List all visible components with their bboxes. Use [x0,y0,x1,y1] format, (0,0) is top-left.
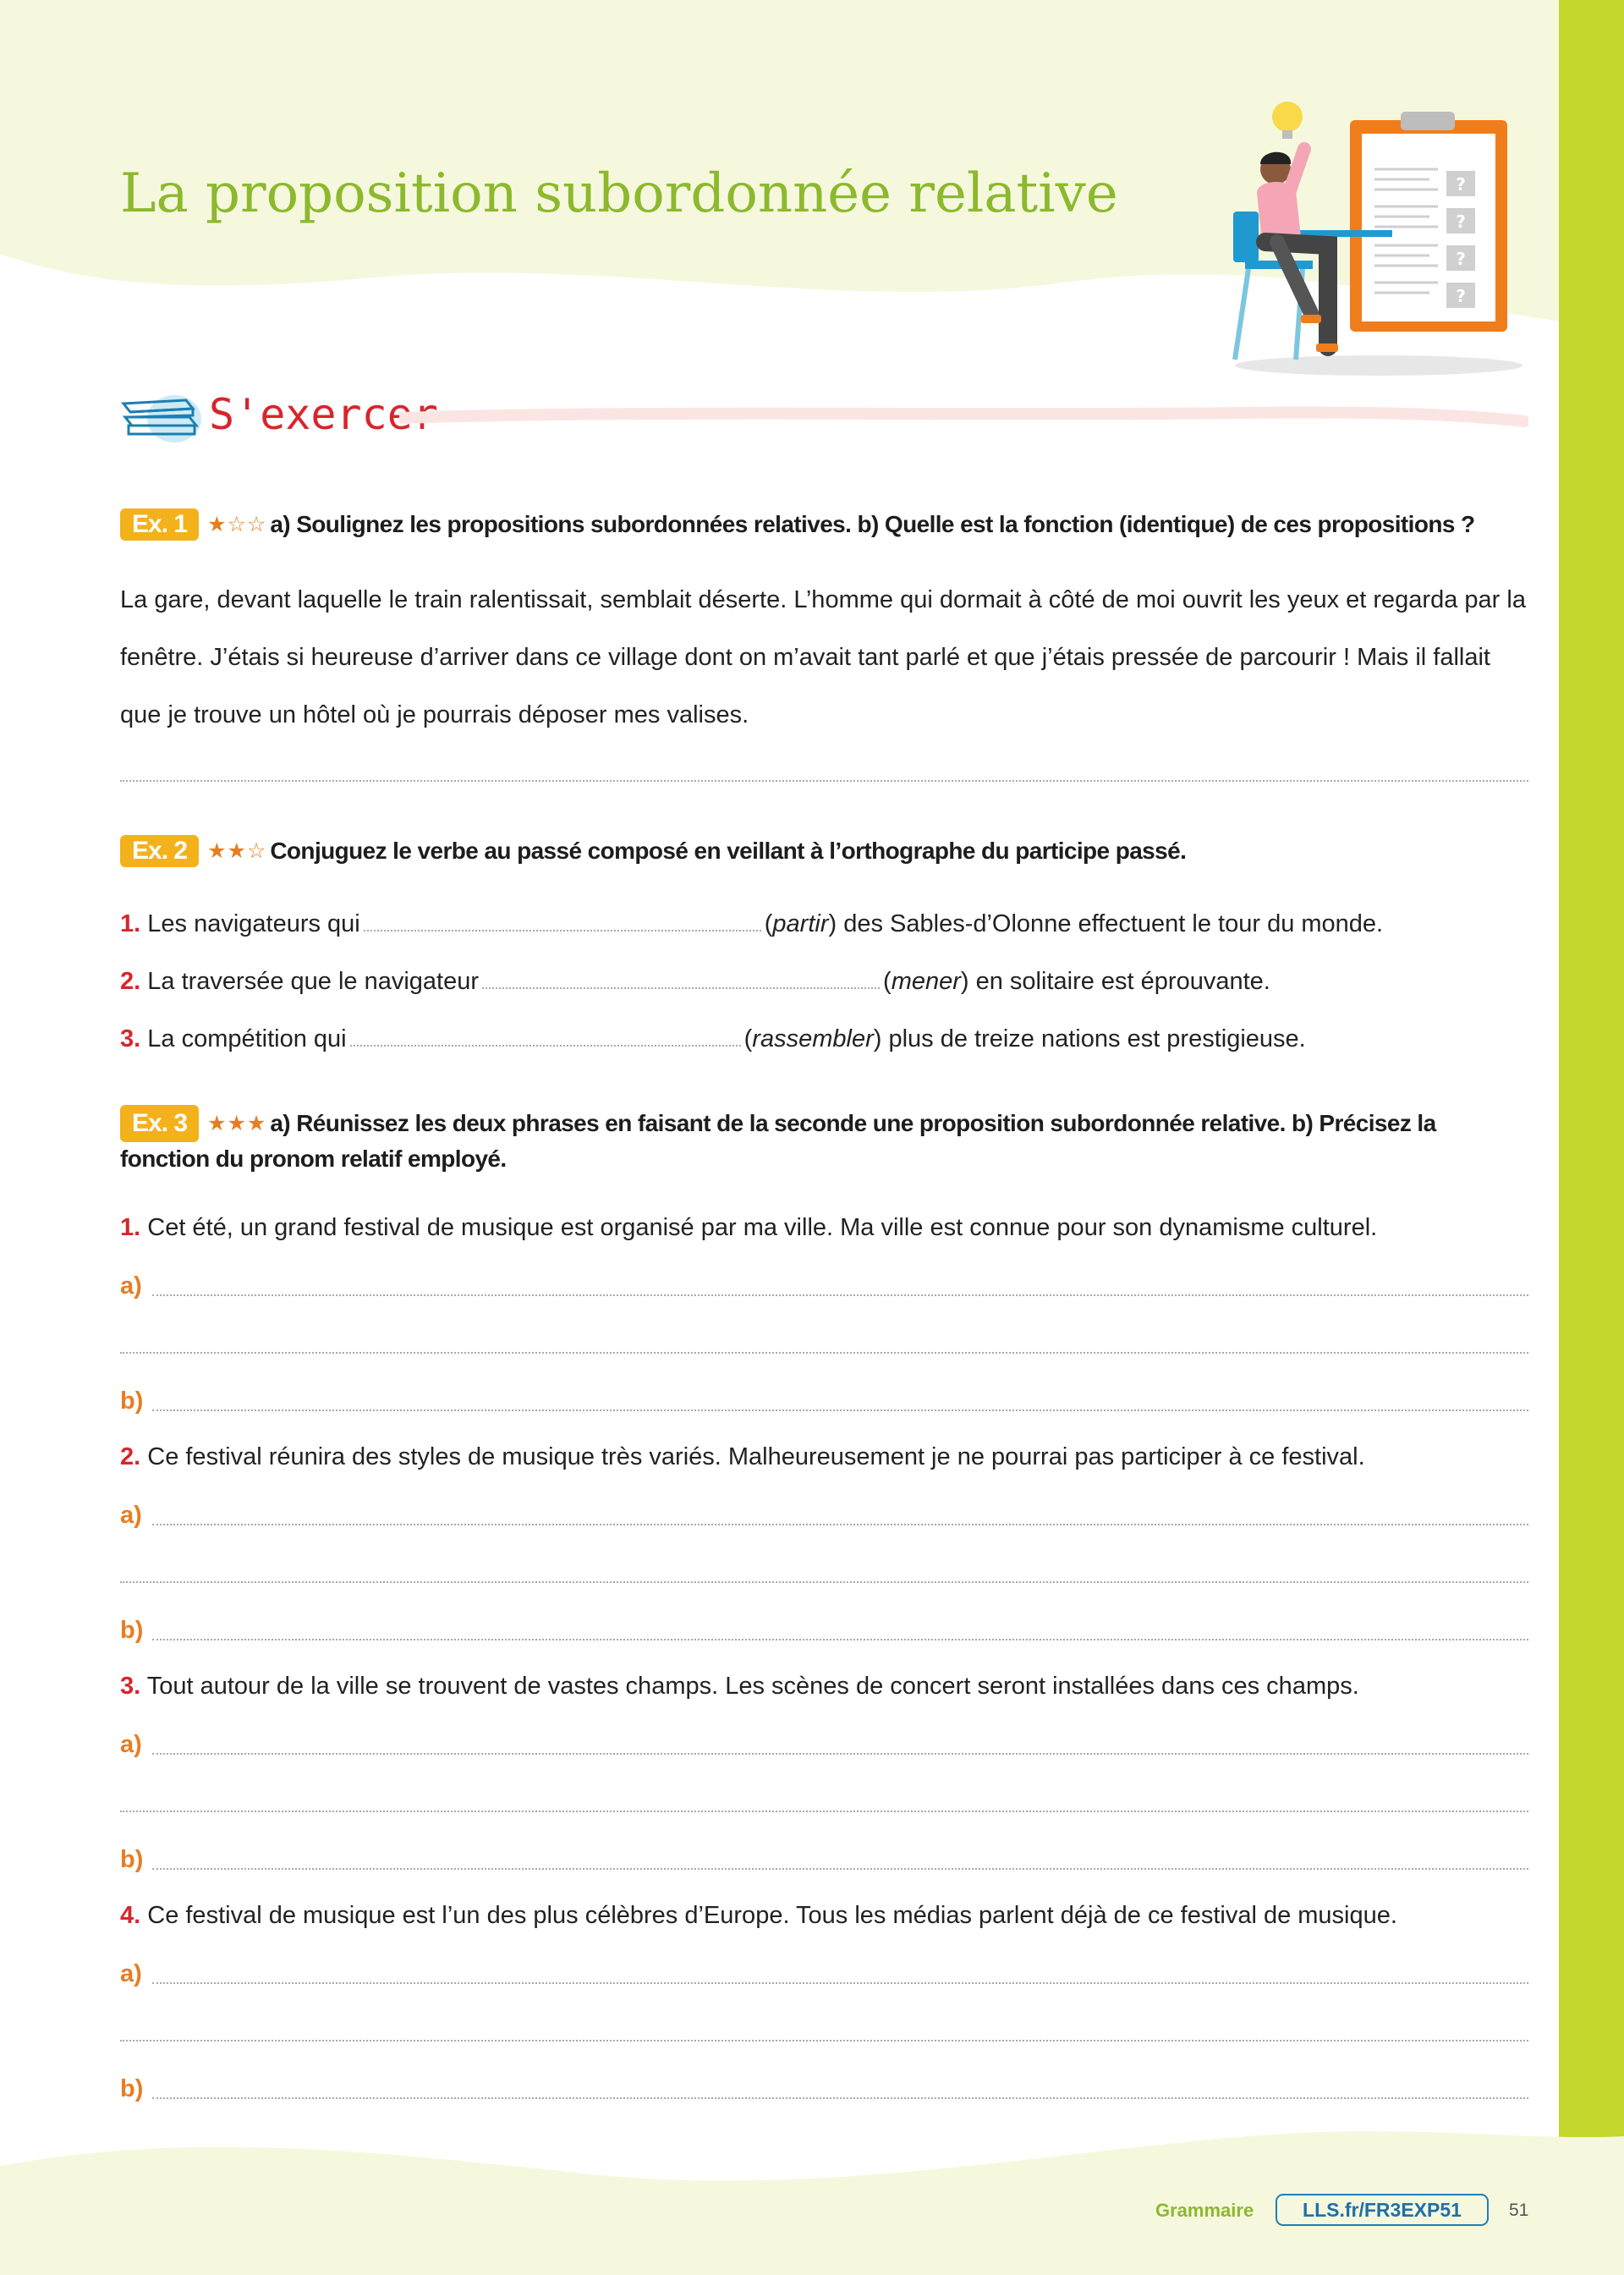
answer-line[interactable] [152,1524,1528,1525]
answer-blank[interactable] [482,986,880,989]
footer-resource-link[interactable]: LLS.fr/FR3EXP51 [1276,2194,1489,2226]
exercise-1-header [120,508,1528,541]
svg-text:?: ? [1456,174,1466,195]
section-underline-stroke [399,406,1528,431]
exercise-instruction: Conjuguez le verbe au passé composé en veillant à l’orthographe du participe passé. [270,838,1187,864]
exercise-3-header [120,1105,1528,1176]
difficulty-stars-icon: ★★☆ [207,839,267,863]
answer-line[interactable] [120,1581,1528,1583]
exercise-badge: Ex. 1 [120,508,199,541]
exercise-2-item: 1. Les navigateurs qui (partir) des Sables-d’Olonne effectuent le tour du monde. [120,910,1384,937]
answer-label-a: a) [120,1960,142,1987]
answer-line[interactable] [152,1753,1528,1755]
exercise-2-item: 2. La traversée que le navigateur (mener) en solitaire est éprouvante. [120,968,1270,995]
exercise-2-header [120,835,1528,867]
answer-line[interactable] [152,1410,1528,1411]
exercise-1-text: La gare, devant laquelle le train ralentissait, semblait déserte. L’homme qui dormait à côté de moi ouvrit les yeux et regarda par la fenêtre. J’étais si heureuse d’arriver dans ce village dont on m’avait tant parlé et que j’étais pressée de parcourir ! Mais il fallait que je trouve un hôtel où je pourrais déposer mes valises. [120,586,1526,728]
answer-label-b: b) [120,1846,144,1873]
right-margin-band [1559,0,1624,2149]
page-number: 51 [1509,2201,1529,2220]
exercise-badge: Ex. 3 [120,1105,199,1142]
exercise-2-item: 3. La compétition qui (rassembler) plus de treize nations est prestigieuse. [120,1025,1306,1052]
section-header [120,376,1528,444]
answer-label-a: a) [120,1502,142,1529]
answer-line[interactable] [152,1294,1528,1296]
student-checklist-illustration [1201,93,1531,381]
exercise-badge: Ex. 2 [120,835,199,867]
footer-subject: Grammaire [1155,2200,1254,2221]
answer-line[interactable] [152,1982,1528,1984]
answer-line[interactable] [152,1639,1528,1640]
answer-label-a: a) [120,1272,142,1300]
svg-text:?: ? [1456,249,1466,269]
answer-line[interactable] [120,1811,1528,1812]
answer-label-b: b) [120,1388,144,1415]
answer-blank[interactable] [364,929,761,931]
answer-line[interactable] [152,1868,1528,1870]
answer-line[interactable] [120,1352,1528,1354]
exercise-instruction: a) Soulignez les propositions subordonnées relatives. b) Quelle est la fonction (identique) de ces propositions ? [270,511,1475,537]
answer-label-b: b) [120,2075,144,2102]
svg-text:?: ? [1456,212,1466,232]
answer-line[interactable] [120,780,1528,782]
answer-label-a: a) [120,1731,142,1758]
difficulty-stars-icon: ★★★ [207,1112,267,1135]
answer-blank[interactable] [350,1044,741,1047]
exercise-3-item: 3. Tout autour de la ville se trouvent de vastes champs. Les scènes de concert seront installées dans ces champs. [120,1673,1359,1700]
exercise-3-item: 1. Cet été, un grand festival de musique est organisé par ma ville. Ma ville est connue pour son dynamisme culturel. [120,1214,1378,1241]
exercise-instruction: a) Réunissez les deux phrases en faisant de la seconde une proposition subordonnée relative. b) Précisez la fonction du pronom relatif employé. [120,1110,1436,1172]
books-icon [120,385,205,444]
answer-line[interactable] [152,2097,1528,2099]
answer-line[interactable] [120,2040,1528,2041]
exercise-3-item: 4. Ce festival de musique est l’un des plus célèbres d’Europe. Tous les médias parlent déjà de ce festival de musique. [120,1902,1397,1929]
exercise-3-item: 2. Ce festival réunira des styles de musique très variés. Malheureusement je ne pourrai pas participer à ce festival. [120,1443,1365,1470]
section-title: S'exercer [209,390,438,439]
svg-text:?: ? [1456,286,1466,306]
page-title: La proposition subordonnée relative [120,162,1118,225]
difficulty-stars-icon: ★☆☆ [207,513,267,536]
answer-label-b: b) [120,1617,144,1644]
